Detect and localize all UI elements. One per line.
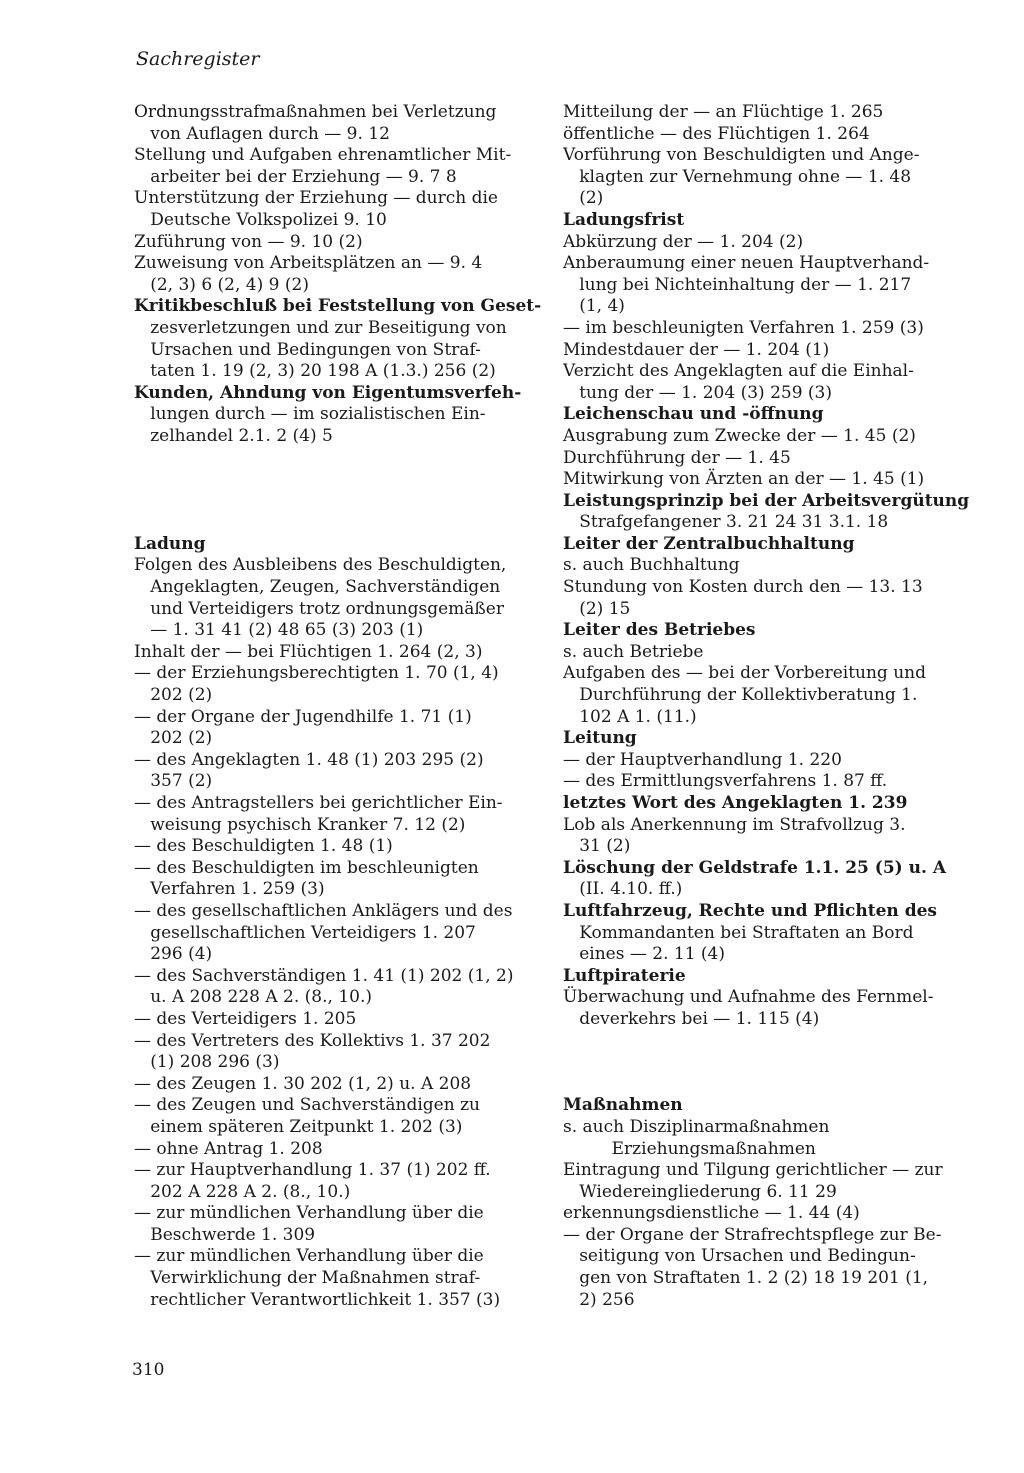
index-entry-line: Zuweisung von Arbeitsplätzen an — 9. 4 <box>134 253 483 274</box>
index-entry-line: — des Beschuldigten im beschleunigten <box>134 857 479 878</box>
index-entry-line: — des Angeklagten 1. 48 (1) 203 295 (2) <box>134 749 484 770</box>
index-entry-line <box>563 1074 967 1096</box>
index-entry-line: — zur mündlichen Verhandlung über die <box>134 1203 484 1224</box>
index-entry-line: (1, 4) <box>563 296 625 317</box>
index-column-right <box>563 102 970 1311</box>
index-entry-line: Deutsche Volkspolizei 9. 10 <box>134 209 387 230</box>
index-entry-line: Abkürzung der — 1. 204 (2) <box>563 231 804 252</box>
index-entry-line: — des Zeugen und Sachverständigen zu <box>134 1095 480 1116</box>
index-entry-line: Ausgrabung zum Zwecke der — 1. 45 (2) <box>563 425 916 446</box>
index-entry-line: — zur mündlichen Verhandlung über die <box>134 1246 484 1267</box>
index-entry-line: Stellung und Aufgaben ehrenamtlicher Mit- <box>134 145 512 166</box>
index-entry-line: — des Sachverständigen 1. 41 (1) 202 (1, 2) <box>134 965 514 986</box>
index-entry-line: deverkehrs bei — 1. 115 (4) <box>563 1008 820 1029</box>
index-entry-line: (2) 15 <box>563 598 631 619</box>
index-entry-line: — des Verteidigers 1. 205 <box>134 1008 357 1029</box>
index-entry-line: Leiter der Zentralbuchhaltung <box>563 533 855 554</box>
index-entry-line: (2, 3) 6 (2, 4) 9 (2) <box>134 274 309 295</box>
index-entry-line: Durchführung der Kollektivberatung 1. <box>563 685 918 706</box>
index-entry-line <box>563 1052 967 1074</box>
index-entry-line: — des Zeugen 1. 30 202 (1, 2) u. A 208 <box>134 1073 472 1094</box>
index-entry-line: Löschung der Geldstrafe 1.1. 25 (5) u. A <box>563 857 947 878</box>
index-entry-line: — des Vertreters des Kollektivs 1. 37 202 <box>134 1030 491 1051</box>
index-entry-line: 202 (2) <box>134 728 213 749</box>
index-entry-line: — im beschleunigten Verfahren 1. 259 (3) <box>563 317 924 338</box>
index-entry-line: Zuführung von — 9. 10 (2) <box>134 231 363 252</box>
index-entry-line: s. auch Disziplinarmaßnahmen <box>563 1116 830 1137</box>
index-entry-line: 296 (4) <box>134 944 213 965</box>
index-entry-line: Strafgefangener 3. 21 24 31 3.1. 18 <box>563 512 889 533</box>
index-entry-line: von Auflagen durch — 9. 12 <box>134 123 390 144</box>
page-number: 310 <box>132 1360 165 1380</box>
index-entry-line: und Verteidigers trotz ordnungsgemäßer <box>134 598 504 619</box>
index-entry-line: Ladungsfrist <box>563 209 685 230</box>
index-entry-line: — der Hauptverhandlung 1. 220 <box>563 749 842 770</box>
index-entry-line: Leitung <box>563 728 637 749</box>
index-entry-line <box>134 469 538 491</box>
index-entry-line: — des Antragstellers bei gerichtlicher Ein- <box>134 793 503 813</box>
index-entry-line: zelhandel 2.1. 2 (4) 5 <box>134 425 333 446</box>
index-entry-line: Verzicht des Angeklagten auf die Einhal- <box>563 361 914 382</box>
index-entry-line: seitigung von Ursachen und Bedingun- <box>563 1246 916 1267</box>
index-entry-line: Erziehungsmaßnahmen <box>563 1138 816 1159</box>
index-entry-line: Kunden, Ahndung von Eigentumsverfeh- <box>134 382 522 403</box>
index-entry-line: arbeiter bei der Erziehung — 9. 7 8 <box>134 166 457 187</box>
index-entry-line: rechtlicher Verantwortlichkeit 1. 357 (3) <box>134 1289 501 1310</box>
index-entry-line: 2) 256 <box>563 1289 635 1310</box>
index-entry-line: — des Beschuldigten 1. 48 (1) <box>134 836 393 857</box>
index-entry-line: Wiedereingliederung 6. 11 29 <box>563 1181 837 1202</box>
index-entry-line: einem späteren Zeitpunkt 1. 202 (3) <box>134 1116 463 1137</box>
index-entry-line: — der Organe der Strafrechtspflege zur Be- <box>563 1224 942 1245</box>
index-entry-line: — des Ermittlungsverfahrens 1. 87 ff. <box>563 771 888 792</box>
index-entry-line: — der Erziehungsberechtigten 1. 70 (1, 4) <box>134 663 499 684</box>
index-entry-line: — des gesellschaftlichen Anklägers und des <box>134 900 513 921</box>
index-entry-line: gesellschaftlichen Verteidigers 1. 207 <box>134 922 476 943</box>
index-entry-line <box>134 512 538 534</box>
index-entry-line: u. A 208 228 A 2. (8., 10.) <box>134 987 372 1008</box>
index-entry-line: Lob als Anerkennung im Strafvollzug 3. <box>563 814 906 835</box>
running-header: Sachregister <box>136 48 260 70</box>
index-entry-line: Mitteilung der — an Flüchtige 1. 265 <box>563 102 884 122</box>
index-entry-line: (II. 4.10. ff.) <box>563 879 683 900</box>
index-entry-line: lung bei Nichteinhaltung der — 1. 217 <box>563 274 912 295</box>
index-entry-line: Eintragung und Tilgung gerichtlicher — zur <box>563 1160 943 1181</box>
index-entry-line: Inhalt der — bei Flüchtigen 1. 264 (2, 3) <box>134 641 483 662</box>
index-entry-line: Folgen des Ausbleibens des Beschuldigten, <box>134 555 507 576</box>
index-entry-line: Kommandanten bei Straftaten an Bord <box>563 922 914 943</box>
index-entry-line: Aufgaben des — bei der Vorbereitung und <box>563 663 927 684</box>
index-entry-line: — zur Hauptverhandlung 1. 37 (1) 202 ff. <box>134 1160 491 1181</box>
index-entry-line: s. auch Betriebe <box>563 641 704 662</box>
index-entry-line: erkennungsdienstliche — 1. 44 (4) <box>563 1203 860 1224</box>
index-entry-line <box>134 448 538 470</box>
index-entry-line: 202 A 228 A 2. (8., 10.) <box>134 1181 351 1202</box>
index-entry-line: Luftfahrzeug, Rechte und Pflichten des <box>563 900 937 921</box>
index-entry-line: Unterstützung der Erziehung — durch die <box>134 188 498 209</box>
index-entry-line: Kritikbeschluß bei Feststellung von Geset- <box>134 296 542 317</box>
index-entry-line: — 1. 31 41 (2) 48 65 (3) 203 (1) <box>134 620 424 641</box>
index-entry-line: Leichenschau und -öffnung <box>563 404 824 425</box>
index-entry-line: Anberaumung einer neuen Hauptverhand- <box>563 253 930 274</box>
index-entry-line: 102 A 1. (11.) <box>563 706 697 727</box>
index-entry-line: Beschwerde 1. 309 <box>134 1224 316 1245</box>
index-entry-line: gen von Straftaten 1. 2 (2) 18 19 201 (1, <box>563 1268 929 1289</box>
index-entry-line: taten 1. 19 (2, 3) 20 198 A (1.3.) 256 (2) <box>134 361 496 382</box>
index-column-left <box>134 102 542 1311</box>
index-entry-line: Ordnungsstrafmaßnahmen bei Verletzung <box>134 102 497 122</box>
index-entry-line <box>563 1031 967 1053</box>
index-entry-line: (1) 208 296 (3) <box>134 1052 280 1073</box>
index-entry-line: 202 (2) <box>134 685 213 706</box>
index-entry-line: Verfahren 1. 259 (3) <box>134 879 325 900</box>
index-entry-line: Durchführung der — 1. 45 <box>563 447 791 468</box>
index-entry-line: weisung psychisch Kranker 7. 12 (2) <box>134 814 466 835</box>
index-entry-line: Ladung <box>134 533 206 554</box>
index-entry-line: Stundung von Kosten durch den — 13. 13 <box>563 577 923 598</box>
index-entry-line: Leistungsprinzip bei der Arbeitsvergütung <box>563 490 970 511</box>
index-entry-line: Überwachung und Aufnahme des Fernmel- <box>563 987 934 1008</box>
index-entry-line: letztes Wort des Angeklagten 1. 239 <box>563 793 908 813</box>
index-entry-line: s. auch Buchhaltung <box>563 555 740 576</box>
index-entry-line: Mindestdauer der — 1. 204 (1) <box>563 339 830 360</box>
index-entry-line: 31 (2) <box>563 836 631 857</box>
index-entry-line: zesverletzungen und zur Beseitigung von <box>134 317 507 338</box>
index-entry-line: tung der — 1. 204 (3) 259 (3) <box>563 382 832 403</box>
index-entry-line: Ursachen und Bedingungen von Straf- <box>134 339 481 360</box>
index-entry-line: öffentliche — des Flüchtigen 1. 264 <box>563 123 870 144</box>
index-entry-line: Maßnahmen <box>563 1095 683 1116</box>
index-entry-line: — der Organe der Jugendhilfe 1. 71 (1) <box>134 706 472 727</box>
index-entry-line: Leiter des Betriebes <box>563 620 756 641</box>
index-entry-line: lungen durch — im sozialistischen Ein- <box>134 404 486 425</box>
index-entry-line: 357 (2) <box>134 771 213 792</box>
index-entry-line <box>134 491 538 513</box>
index-entry-line: Vorführung von Beschuldigten und Ange- <box>563 145 920 166</box>
index-entry-line: klagten zur Vernehmung ohne — 1. 48 <box>563 166 912 187</box>
index-entry-line: Mitwirkung von Ärzten an der — 1. 45 (1) <box>563 469 925 490</box>
index-entry-line: Luftpiraterie <box>563 965 686 986</box>
index-entry-line: eines — 2. 11 (4) <box>563 944 725 965</box>
index-entry-line: — ohne Antrag 1. 208 <box>134 1138 323 1159</box>
index-entry-line: Verwirklichung der Maßnahmen straf- <box>134 1268 481 1289</box>
index-entry-line: (2) <box>563 188 604 209</box>
index-entry-line: Angeklagten, Zeugen, Sachverständigen <box>134 577 501 598</box>
